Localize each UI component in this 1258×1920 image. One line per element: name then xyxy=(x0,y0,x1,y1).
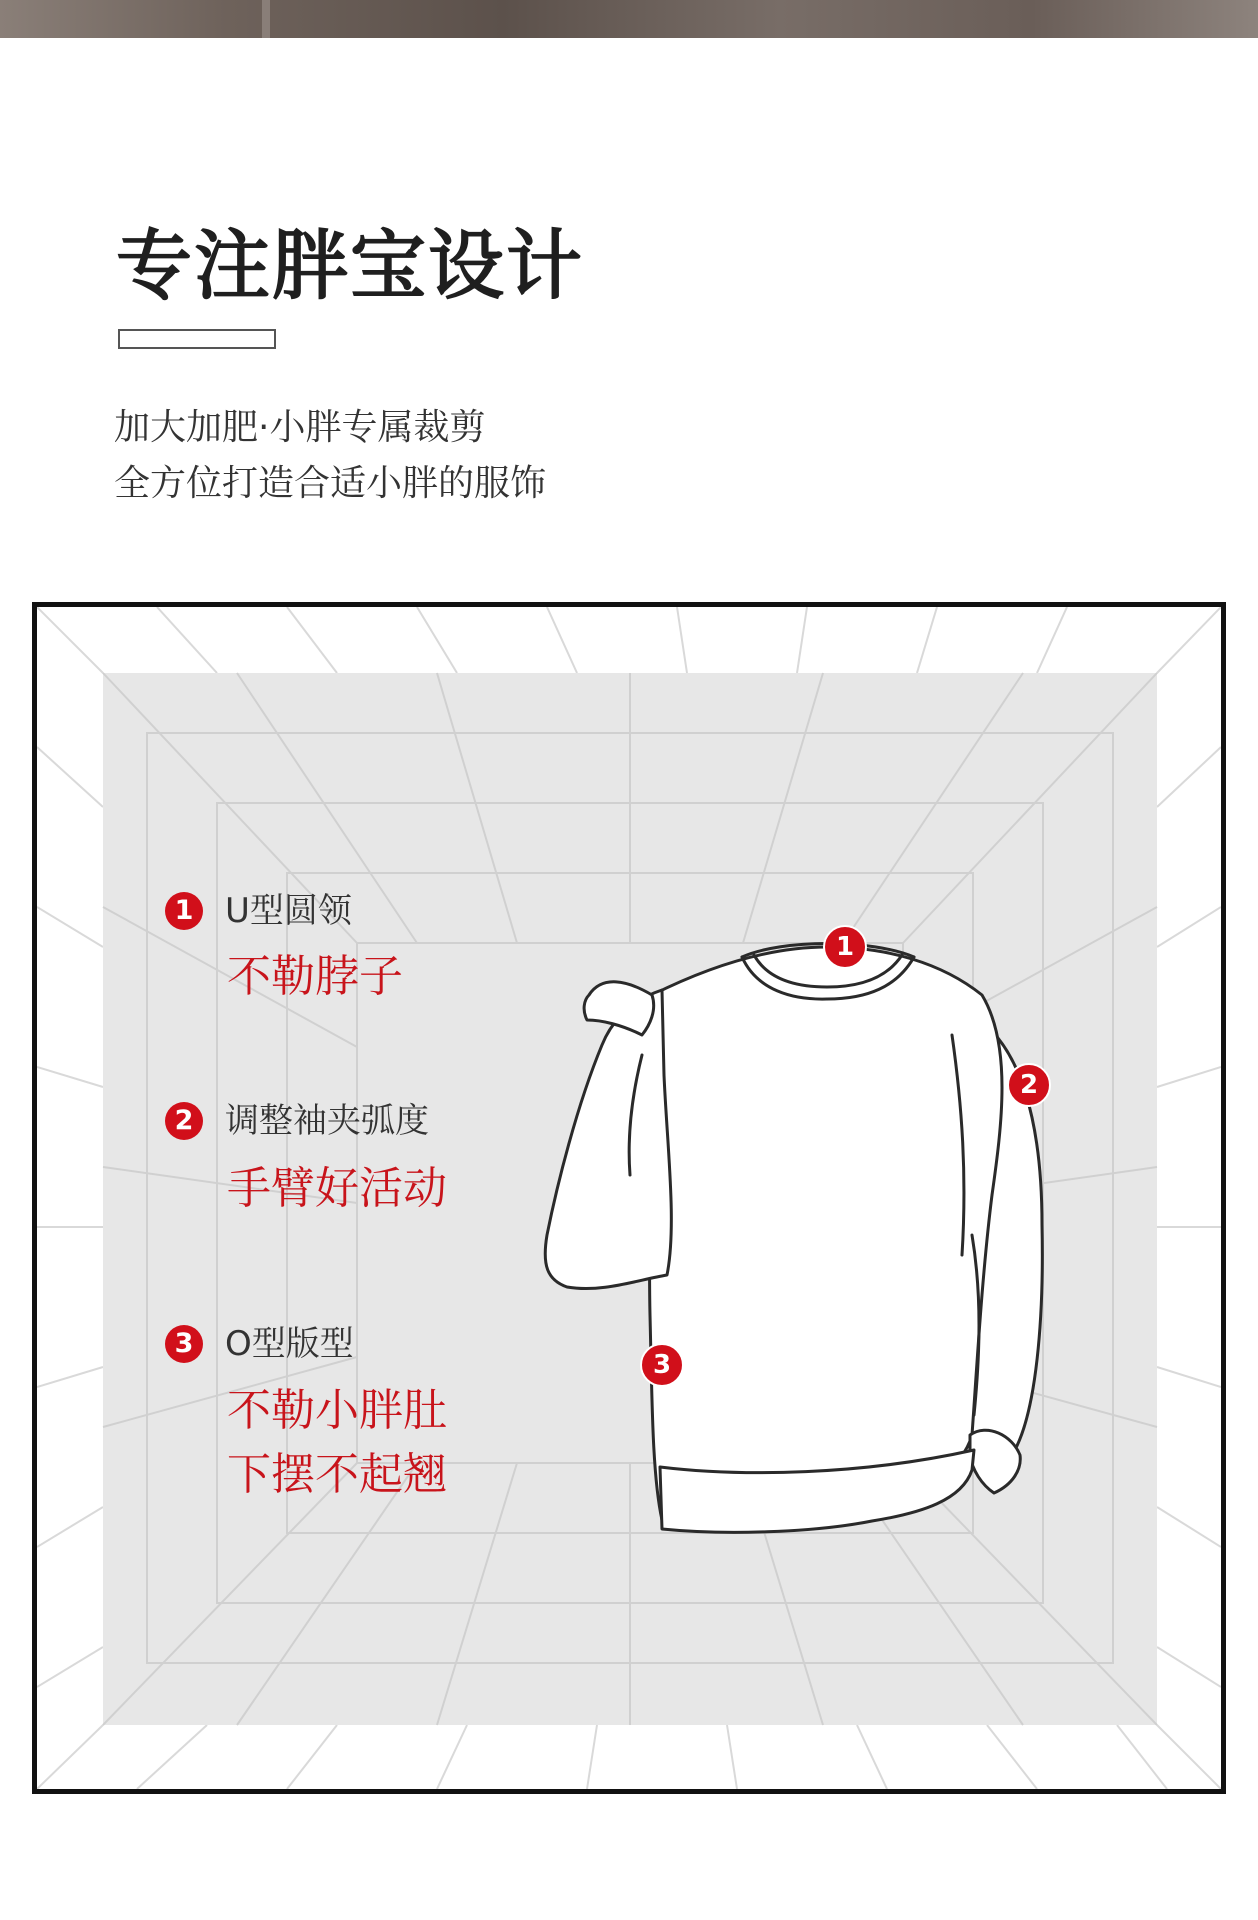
subtitle-line-1: 加大加肥·小胖专属裁剪 xyxy=(114,407,486,448)
feature-3-number-badge: 3 xyxy=(165,1325,203,1363)
feature-2-benefit: 手臂好活动 xyxy=(227,1163,447,1214)
feature-2-number-badge: 2 xyxy=(165,1102,203,1140)
feature-diagram-frame xyxy=(32,602,1226,1794)
sweater-icon xyxy=(542,895,1162,1535)
subtitle-line-2: 全方位打造合适小胖的服饰 xyxy=(114,463,547,504)
feature-3-label: O型版型 xyxy=(225,1324,354,1364)
feature-3-benefit-line-2: 下摆不起翘 xyxy=(227,1449,447,1500)
hem-marker: 3 xyxy=(640,1343,684,1387)
feature-2-label: 调整袖夹弧度 xyxy=(225,1101,429,1141)
armhole-marker: 2 xyxy=(1007,1063,1051,1107)
feature-1-label: U型圆领 xyxy=(225,891,352,931)
feature-3-benefit-line-1: 不勒小胖肚 xyxy=(227,1385,447,1436)
page-title: 专注胖宝设计 xyxy=(116,221,584,310)
feature-1-benefit: 不勒脖子 xyxy=(227,951,403,1002)
title-underline xyxy=(118,329,276,349)
feature-1-number-badge: 1 xyxy=(165,892,203,930)
top-photo-strip xyxy=(0,0,1258,38)
collar-marker: 1 xyxy=(823,925,867,969)
